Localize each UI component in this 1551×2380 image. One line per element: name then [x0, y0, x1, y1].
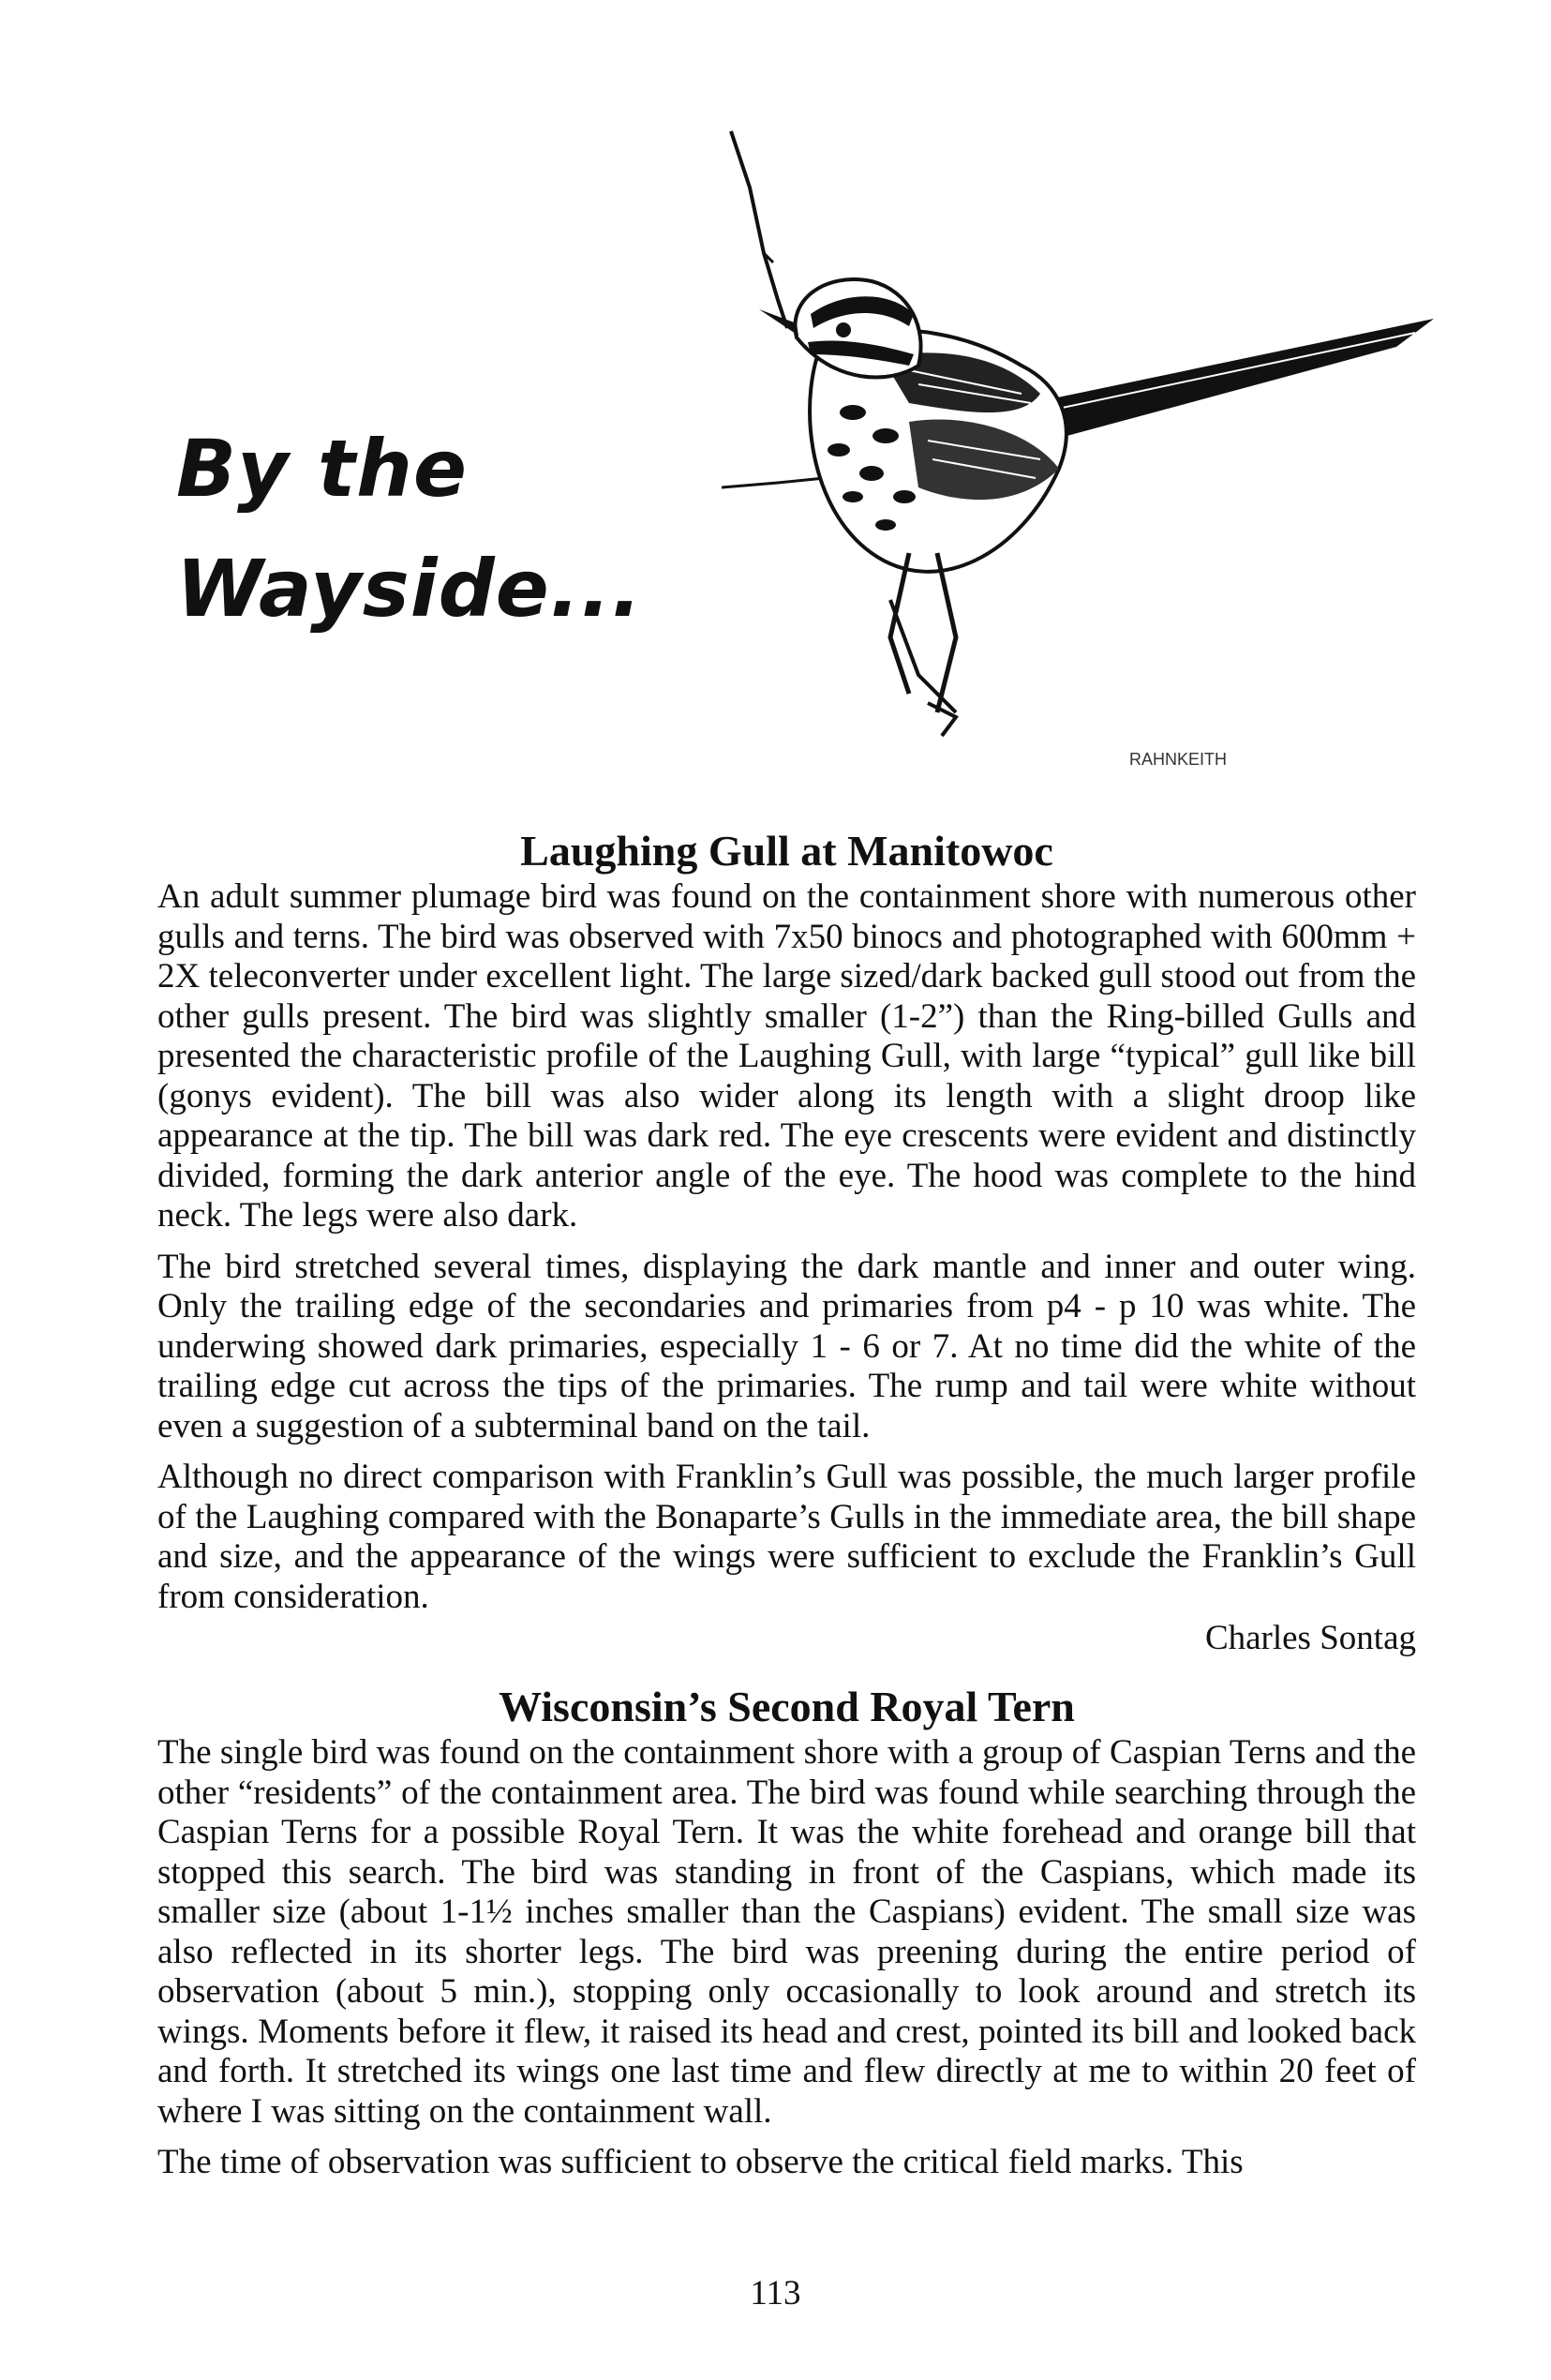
article1-paragraph: The bird stretched several times, displaying the dark mantle and inner and outer wing. Only the trailing edge of the secondaries and primaries from p4 - p 10 was white. The underwing showed dark primaries, especially 1 - 6 or 7. At no time did the white of the trailing edge cut across the tips of the primaries. The rump and tail were white without even a suggestion of a subterminal band on the tail.: [157, 1247, 1416, 1445]
article1-paragraph: An adult summer plumage bird was found on the containment shore with numerous other gulls and terns. The bird was observed with 7x50 binocs and photographed with 600mm + 2X teleconverter under excellent light. The large sized/dark backed gull stood out from the other gulls present. The bird was slightly smaller (1-2”) than the Ring-billed Gulls and presented the characteristic profile of the Laughing Gull, with large “typical” gull like bill (gonys evident). The bill was also wider along its length with a slight droop like appearance at the tip. The bill was dark red. The eye crescents were evident and distinctly divided, forming the dark anterior angle of the eye. The hood was complete to the hind neck. The legs were also dark.: [157, 877, 1416, 1235]
article-column: [157, 825, 1416, 2183]
article1-author: Charles Sontag: [1204, 1619, 1416, 1657]
article1-paragraph: Although no direct comparison with Franklin’s Gull was possible, the much larger profile of the Laughing compared with the Bonaparte’s Gulls in the immediate area, the bill shape and size, and the appearance of the wings were sufficient to exclude the Franklin’s Gull from consideration.: [157, 1458, 1416, 1616]
section-title: [176, 422, 642, 636]
article2-paragraph: The single bird was found on the containment shore with a group of Caspian Terns and the other “residents” of the containment area. The bird was found while searching through the Caspian Terns for a possible Royal Tern. It was the white forehead and orange bill that stopped this search. The bird was standing in front of the Caspians, which made its smaller size (about 1-1½ inches smaller than the Caspians) evident. The small size was also reflected in its shorter legs. The bird was preening during the entire period of observation (about 5 min.), stopping only occasionally to look around and stretch its wings. Moments before it flew, it raised its head and crest, pointed its bill and looked back and forth. It stretched its wings one last time and flew directly at me to within 20 feet of where I was sitting on the containment wall.: [157, 1733, 1416, 2131]
page-number: 113: [750, 2274, 801, 2313]
title-line-1: By the: [176, 423, 468, 515]
illustration-signature: RAHNKEITH: [1129, 750, 1228, 769]
warbler-illustration: [722, 112, 1453, 787]
title-line-2: Wayside...: [176, 543, 643, 635]
article2-heading: Wisconsin’s Second Royal Tern: [499, 1683, 1075, 1730]
article1-heading: Laughing Gull at Manitowoc: [520, 827, 1053, 875]
article2-paragraph: The time of observation was sufficient to observe the critical field marks. This: [157, 2143, 1244, 2181]
